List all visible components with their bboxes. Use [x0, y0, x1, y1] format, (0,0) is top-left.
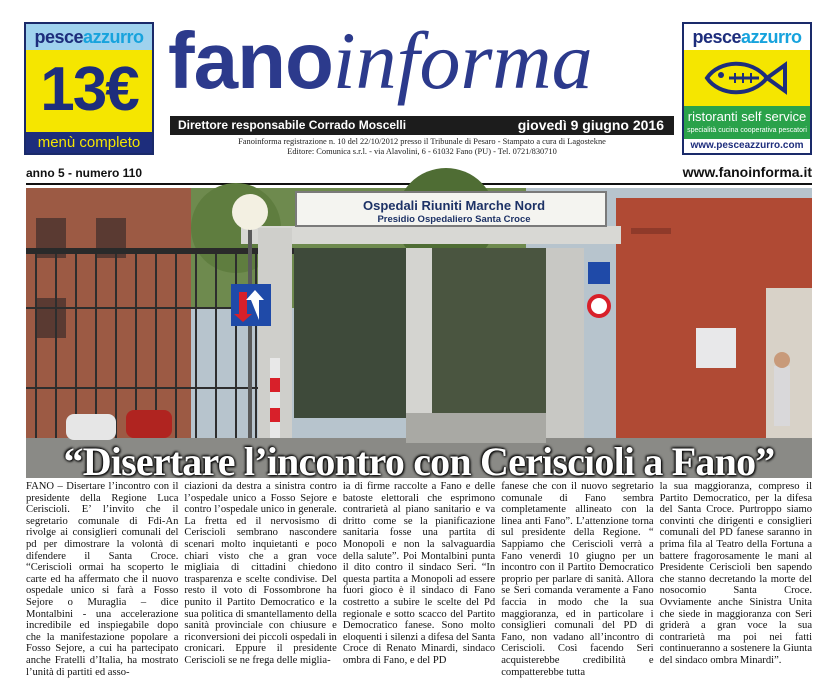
issue-number: anno 5 - numero 110 [26, 166, 143, 180]
publisher-line: Editore: Comunica s.r.l. - via Alavolini, 6 - 61032 Fano (PU) - Tel. 0721/830710 [287, 146, 557, 156]
article-column: la sua maggioranza, compreso il Partito Democratico, per la difesa del Santa Croce. Purtroppo siamo convinti che dirigenti e consiglieri comunali del PD fanese saranno in prima fila al Teatro della Fortuna a battere fragorosamente le mani al Presidente Ceriscioli ben sapendo che stanno decretando la morte del nosocomio Santa Croce. Ovviamente anche Sinistra Unita che siede in maggioranza con Seri griderà a gran voce la sua contrarietà ma poi nei fatti continueranno a sostenere la Giunta del sindaco ombra Minardi”. [659, 481, 813, 666]
hospital-sign-title: Ospedali Riuniti Marche Nord [362, 198, 546, 213]
ad-pesceazzurro-menu[interactable] [24, 22, 154, 155]
article-column: FANO – Disertare l’incontro con il presidente della Regione Luca Ceriscioli. E’ l’invito che il segretario comunale di Fdi-An rivolge ai consiglieri comunali del pd per dimostrare la volontà di difendere il Santa Croce. “Ceriscioli ormai ha scoperto le carte ed ha affermato che il nuovo ospedale unico si farà a Fosso Sejore o Muraglia – dice Montalbini - una accelerazione incredibile ed inspiegabile dopo che la manifestazione popolare a Fosso Sejore, a cui ha partecipato anche Fratelli d’Italia, ha mostrato l’unità di partiti ed asso- [26, 481, 179, 678]
ad-brand-part-b: azzurro [741, 27, 802, 47]
ad-price: 13€ [40, 55, 138, 124]
fish-logo-box [684, 50, 810, 106]
ad-brand-part-a: pesce [692, 27, 742, 47]
article-column: ciazioni da destra a sinistra contro l’ospedale unico a Fosso Sejore e contro l’ospedale unico in generale. La fretta ed il nervosismo di Ceriscioli sembrano nascondere scenari molto inquietanti e poco chiari visto che a gran voce migliaia di cittadini chiedono trasparenza e scelte condivise. Del resto il voto di Fossombrone ha punito il Partito Democratico e la sua politica di smantellamento della sanità provinciale con chiusure e riconversioni dei piccoli ospedali in cronicari. Eppure il presidente Ceriscioli se ne frega delle miglia- [184, 481, 337, 666]
ad-subline: specialità cucina cooperativa pescatori [687, 127, 807, 134]
article-body [26, 481, 813, 678]
director-name: Direttore responsabile Corrado Moscelli [178, 118, 407, 132]
ad-website-link[interactable]: www.pesceazzurro.com [684, 139, 810, 153]
fish-fork-icon [701, 56, 793, 100]
masthead-logo[interactable] [168, 16, 674, 116]
hospital-sign-subtitle: Presidio Ospedaliero Santa Croce [377, 214, 531, 225]
article-column: fanese che con il nuovo segretario comunale di Fano sembra completamente allineato con la linea anti Fano”. L’attenzione torna sul presidente della Regione. “ Sappiamo che Ceriscioli verrà a Fano venerdì 10 giugno per un incontro con il Partito Democratico proprio per parlare di sanità. Allora se Seri comanda veramente a Fano faccia in modo che la sua maggioranza, ed in particolare i consiglieri comunali del PD di Fano, non vadano all’incontro di Ceriscioli. Così facendo Seri acquisterebbe credibilità e compatterebbe tutta [501, 481, 654, 678]
hospital-photo [26, 188, 812, 478]
ad-brand-part-a: pesce [34, 27, 84, 47]
article-headline: “Disertare l’incontro con Ceriscioli a Fano” [63, 439, 775, 484]
masthead-part-a: fano [168, 16, 333, 105]
director-bar [170, 116, 674, 135]
ad-price-box [26, 50, 152, 132]
ad-restaurant-band [684, 106, 810, 139]
ad-pesceazzurro-restaurants[interactable] [682, 22, 812, 155]
issue-date: giovedì 9 giugno 2016 [517, 117, 664, 133]
website-link[interactable]: www.fanoinforma.it [682, 164, 812, 180]
hospital-entrance-image [26, 188, 812, 478]
registration-info [170, 137, 674, 156]
ad-brand [684, 24, 810, 50]
ad-brand [26, 24, 152, 50]
ad-menu-label: menù completo [26, 132, 152, 153]
registration-line: Fanoinforma registrazione n. 10 del 22/10/2012 presso il Tribunale di Pesaro - Stampato a cura di Lagostekne [238, 137, 606, 146]
masthead-part-b: informa [332, 15, 593, 106]
article-column: ia di firme raccolte a Fano e delle batoste elettorali che esprimono contrarietà al piano sanitario e va dritto come se la pianificazione sanitaria fosse una partita di Monopoli e non la salvaguardia della salute”. Poi Montalbini punta il dito contro il sindaco Seri. “In questa partita a Monopoli ad essere fuori gioco è il sindaco di Fano costretto a subire le scelte del Pd regionale e sotto scacco del Partito Democratico fanese. Sono molto eloquenti i silenzi a difesa del Santa Croce di Renato Minardi, sindaco ombra di Fano, e del PD [342, 481, 496, 666]
ad-tagline: ristoranti self service [687, 109, 807, 124]
ad-brand-part-b: azzurro [83, 27, 144, 47]
